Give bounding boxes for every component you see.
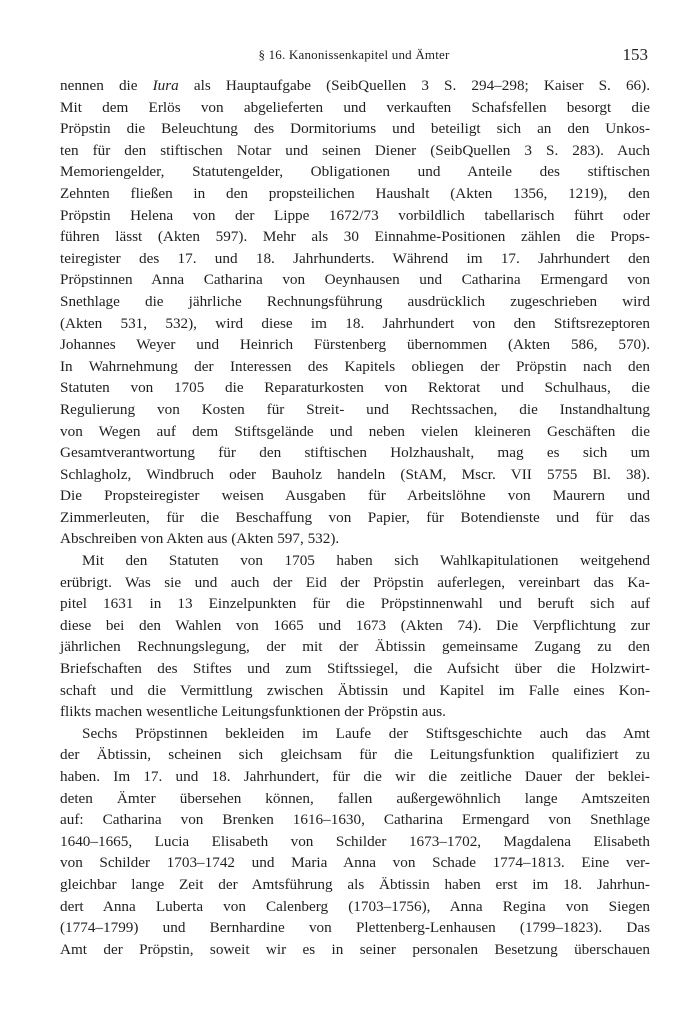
body-text: [60, 75, 650, 960]
text-line: Sechs Pröpstinnen bekleiden im Laufe der Stiftsgeschichte auch das Amt: [82, 724, 650, 742]
text-line: erübrigt. Was sie und auch der Eid der Pröpstin auferlegen, vereinbart das Ka-: [60, 573, 650, 591]
text-line: Amt der Pröpstin, soweit wir es in seiner personalen Besetzung überschauen: [60, 940, 650, 958]
text-line: Pröpstin die Beleuchtung des Dormitoriums und beteiligt sich an den Unkos-: [60, 120, 650, 138]
text-line: Mit den Statuten von 1705 haben sich Wahlkapitulationen weitgehend: [82, 552, 650, 570]
text-line: Schlagholz, Windbruch oder Bauholz handeln (StAM, Mscr. VII 5755 Bl. 38).: [60, 465, 650, 483]
text-line: Zimmerleuten, für die Beschaffung von Papier, für Botendienste und für das: [60, 508, 650, 526]
text-line: ten für den stiftischen Notar und seinen Diener (SeibQuellen 3 S. 283). Auch: [60, 141, 650, 159]
text-line: nennen die Iura als Hauptaufgabe (SeibQuellen 3 S. 294–298; Kaiser S. 66).: [60, 77, 650, 94]
paragraph-2: [60, 550, 650, 723]
text-line: Briefschaften des Stiftes und zum Stiftssiegel, die Aufsicht über die Holzwirt-: [60, 660, 650, 678]
text-line: In Wahrnehmung der Interessen des Kapitels obliegen der Pröpstin nach den: [60, 357, 650, 375]
text-line: Zehnten fließen in den propsteilichen Haushalt (Akten 1356, 1219), den: [60, 184, 650, 202]
text-line: führen lässt (Akten 597). Mehr als 30 Einnahme-Positionen zählen die Props-: [60, 228, 650, 246]
text-line: Johannes Weyer und Heinrich Fürstenberg übernommen (Akten 586, 570).: [60, 336, 650, 354]
text-line: diese bei den Wahlen von 1665 und 1673 (Akten 74). Die Verpflichtung zur: [60, 616, 650, 634]
text-line: Pröpstinnen Anna Catharina von Oeynhausen und Catharina Ermengard von: [60, 271, 650, 289]
text-line: Pröpstin Helena von der Lippe 1672/73 vorbildlich tabellarisch führt oder: [60, 206, 650, 224]
text-line: Die Propsteiregister weisen Ausgaben für Arbeitslöhne von Maurern und: [60, 487, 650, 505]
text-line: haben. Im 17. und 18. Jahrhundert, für die wir die zeitliche Dauer der beklei-: [60, 768, 650, 785]
text-line: Statuten von 1705 die Reparaturkosten von Rektorat und Schulhaus, die: [60, 379, 650, 397]
text-line: Snethlage die jährliche Rechnungsführung ausdrücklich zugeschrieben wird: [60, 292, 650, 310]
text-line: Regulierung von Kosten für Streit- und Rechtssachen, die Instandhaltung: [60, 400, 650, 418]
paragraph-1: [60, 75, 650, 550]
text-line: von Wegen auf dem Stiftsgelände und neben vielen kleineren Geschäften die: [60, 422, 650, 440]
italic-term: Iura: [152, 77, 179, 94]
text-line: (Akten 531, 532), wird diese im 18. Jahrhundert von den Stiftsrezeptoren: [60, 314, 650, 332]
text-line: pitel 1631 in 13 Einzelpunkten für die Pröpstinnenwahl und beruft sich auf: [60, 595, 650, 613]
text-line: 1640–1665, Lucia Elisabeth von Schilder 1673–1702, Magdalena Elisabeth: [60, 832, 650, 850]
text-line: dert Anna Luberta von Calenberg (1703–1756), Anna Regina von Siegen: [60, 897, 650, 915]
text-line: Abschreiben von Akten aus (Akten 597, 532).: [60, 530, 340, 548]
running-head: [60, 45, 648, 67]
text-line: deten Ämter übersehen können, fallen außergewöhnlich lange Amtszeiten: [60, 789, 650, 807]
running-title: § 16. Kanonissenkapitel und Ämter: [258, 47, 450, 62]
page-number: 153: [622, 45, 648, 64]
text-line: von Schilder 1703–1742 und Maria Anna von Schade 1774–1813. Eine ver-: [60, 854, 650, 872]
paragraph-3: [60, 723, 650, 961]
text-line: Gesamtverantwortung für den stiftischen Holzhaushalt, mag es sich um: [60, 444, 650, 462]
text-line: flikts machen wesentliche Leitungsfunktionen der Pröpstin aus.: [60, 703, 446, 721]
text-line: schaft und die Vermittlung zwischen Äbtissin und Kapitel im Falle eines Kon-: [60, 681, 650, 699]
text-line: (1774–1799) und Bernhardine von Plettenberg-Lenhausen (1799–1823). Das: [60, 919, 650, 937]
text-line: der Äbtissin, scheinen sich gleichsam für die Leitungsfunktion qualifiziert zu: [60, 746, 650, 764]
text-line: Mit dem Erlös von abgelieferten und verkauften Schafsfellen besorgt die: [60, 98, 650, 116]
text-line: teiregister des 17. und 18. Jahrhunderts. Während im 17. Jahrhundert den: [60, 249, 650, 267]
text-line: Memoriengelder, Statutengelder, Obligationen und Anteile des stiftischen: [60, 163, 650, 181]
text-line: gleichbar lange Zeit der Amtsführung als Äbtissin haben erst im 18. Jahrhun-: [60, 875, 650, 893]
text-line: jährlichen Rechnungslegung, der mit der Äbtissin gemeinsame Zugang zu den: [60, 638, 650, 656]
text-line: auf: Catharina von Brenken 1616–1630, Catharina Ermengard von Snethlage: [60, 811, 650, 829]
